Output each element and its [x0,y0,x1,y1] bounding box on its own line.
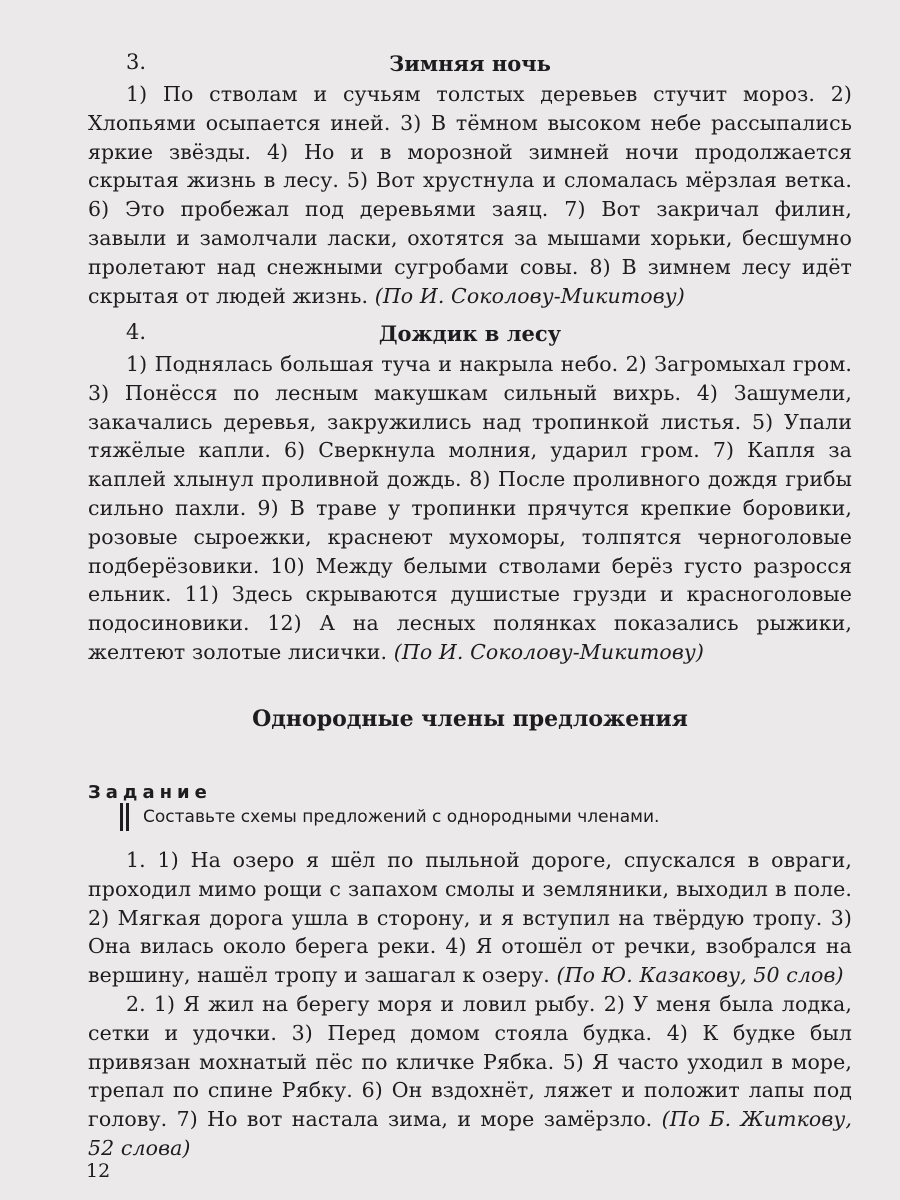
exercise-2-block [88,990,852,1163]
exercise-1-source: (По Ю. Казакову, 50 слов) [556,963,844,988]
exercise-1-body: 1. 1) На озеро я шёл по пыльной дороге, спускался в овраги, проходил мимо рощи с запахом смолы и земляники, выходил в поле. 2) Мягкая дорога ушла в сторону, и я вступил на твёрдую тропу. 3) Она вилась около берега реки. 4) Я отошёл от речки, взобрался на вершину, нашёл тропу и зашагал к озеру. (По Ю. Казакову, 50 слов) [88,848,852,988]
page-number: 12 [86,1160,111,1182]
text-4-source: (По И. Соколову-Микитову) [393,639,704,664]
instruction-text: Составьте схемы предложений с однородными членами. [143,807,660,827]
task-label: Задание [88,782,212,803]
text-4-number: 4. [126,320,147,344]
exercise-1-block [88,846,852,990]
text-3-number: 3. [126,50,147,74]
text-3-body: 1) По стволам и сучьям толстых деревьев стучит мороз. 2) Хлопьями осыпается иней. 3) В тёмном высоком небе рассыпались яркие звёзды. 4) Но и в морозной зимней ночи продолжается скрытая жизнь в лесу. 5) Вот хрустнула и сломалась мёрзлая ветка. 6) Это пробежал под деревьями заяц. 7) Вот закричал филин, завыли и замолчали ласки, охотятся за мышами хорьки, бесшумно пролетают над снежными сугробами совы. 8) В зимнем лесу идёт скрытая от людей жизнь. (По И. Соколову-Микитову) [88,82,852,308]
text-4-body: 1) Поднялась большая туча и накрыла небо. 2) Загромыхал гром. 3) Понёсся по лесным макушкам сильный вихрь. 4) Зашумели, закачались деревья, закружились над тропинкой листья. 5) Упали тяжёлые капли. 6) Сверкнула молния, ударил гром. 7) Капля за каплей хлынул проливной дождь. 8) После проливного дождя грибы сильно пахли. 9) В траве у тропинки прячутся крепкие боровики, розовые сыроежки, краснеют мухоморы, толпятся черноголовые подберёзовики. 10) Между белыми стволами берёз густо разросся ельник. 11) Здесь скрываются душистые грузди и красноголовые подосиновики. 12) А на лесных полянках показались рыжики, желтеют золотые лисички. (По И. Соколову-Микитову) [88,352,852,664]
section-title: Однородные члены предложения [252,706,688,732]
text-3-block [88,50,852,310]
text-4-title: Дождик в лесу [378,321,562,346]
text-4-block [88,320,852,667]
instruction-bar-icon [120,803,123,831]
exercise-2-body: 2. 1) Я жил на берегу моря и ловил рыбу. 2) У меня была лодка, сетки и удочки. 3) Перед домом стояла будка. 4) К будке был привязан мохнатый пёс по кличке Рябка. 5) Я часто уходил в море, трепал по спине Рябку. 6) Он вздохнёт, ляжет и положит лапы под голову. 7) Но вот настала зима, и море замёрзло. (По Б. Житкову, 52 слова) [88,992,853,1160]
task-instruction [120,800,840,834]
text-3-title: Зимняя ночь [389,51,551,76]
exercise-2-source: (По Б. Житкову, 52 слова) [88,1107,853,1160]
instruction-bar-icon [126,803,129,831]
text-3-source: (По И. Соколову-Микитову) [374,283,685,308]
